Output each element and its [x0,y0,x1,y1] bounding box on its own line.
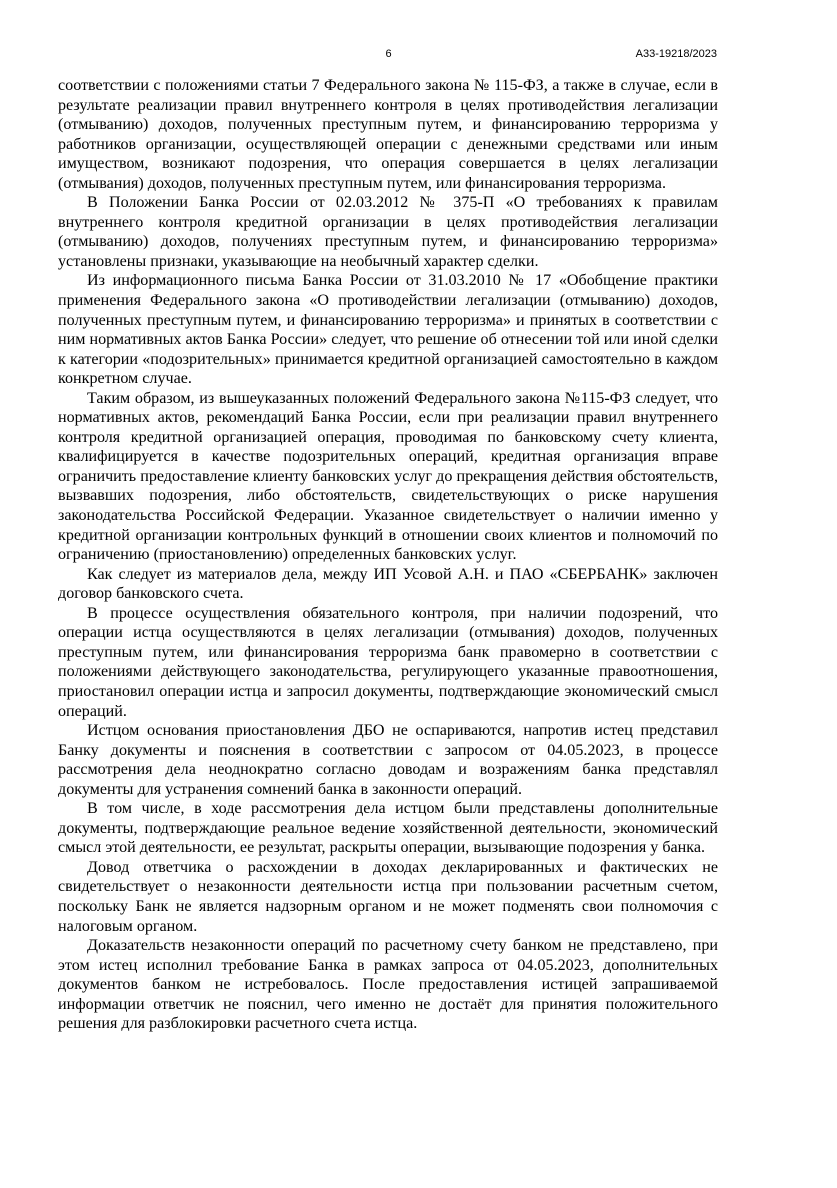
paragraph: Довод ответчика о расхождении в доходах декларированных и фактических не свидетельствует о незаконности деятельности истца при пользовании расчетным счетом, поскольку Банк не является надзорным органом и не может подменять свои полномочия с налоговым органом. [58,858,718,935]
paragraph: В процессе осуществления обязательного контроля, при наличии подозрений, что операции истца осуществляются в целях легализации (отмывания) доходов, полученных преступным путем, или финансирования терроризма банк правомерно в соответствии с положениями действующего законодательства, регулирующего указанные правоотношения, приостановил операции истца и запросил документы, подтверждающие экономический смысл операций. [58,604,718,720]
paragraph: Истцом основания приостановления ДБО не оспариваются, напротив истец представил Банку документы и пояснения в соответствии с запросом от 04.05.2023, в процессе рассмотрения дела неоднократно согласно доводам и возражениям банка представлял документы для устранения сомнений банка в законности операций. [58,722,718,798]
paragraph: В Положении Банка России от 02.03.2012 № 375-П «О требованиях к правилам внутреннего контроля кредитной организации в целях противодействия легализации (отмыванию) доходов, получениях преступным путем, и финансированию терроризма» установлены признаки, указывающие на необычный характер сделки. [58,194,718,270]
page-number: 6 [385,48,392,60]
case-number: А33-19218/2023 [635,48,717,60]
paragraph: Доказательств незаконности операций по расчетному счету банком не представлено, при этом истец исполнил требование Банка в рамках запроса от 04.05.2023, дополнительных документов банком не истребовалось. После предоставления истицей запрашиваемой информации ответчик не пояснил, чего именно не достаёт для принятия положительного решения для разблокировки расчетного счета истца. [58,937,718,1033]
paragraph: Из информационного письма Банка России от 31.03.2010 № 17 «Обобщение практики применения Федерального закона «О противодействии легализации (отмыванию) доходов, полученных преступным путем, и финансированию терроризма» и принятых в соответствии с ним нормативных актов Банка России» следует, что решение об отнесении той или иной сделки к категории «подозрительных» принимается кредитной организацией самостоятельно в каждом конкретном случае. [58,272,718,388]
paragraph: В том числе, в ходе рассмотрения дела истцом были представлены дополнительные документы, подтверждающие реальное ведение хозяйственной деятельности, экономический смысл этой деятельности, ее результат, раскрыты операции, вызывающие подозрения у банка. [58,800,718,857]
paragraph: соответствии с положениями статьи 7 Федерального закона № 115-ФЗ, а также в случае, если в результате реализации правил внутреннего контроля в целях противодействия легализации (отмыванию) доходов, полученных преступным путем, и финансированию терроризма у работников организации, осуществляющей операции с денежными средствами или иным имуществом, возникают подозрения, что операция совершается в целях легализации (отмывания) доходов, полученных преступным путем, или финансирования терроризма. [58,77,718,192]
document-body [58,76,718,1034]
paragraph: Как следует из материалов дела, между ИП Усовой А.Н. и ПАО «СБЕРБАНК» заключен договор банковского счета. [58,565,718,603]
paragraph: Таким образом, из вышеуказанных положений Федерального закона №115-ФЗ следует, что нормативных актов, рекомендаций Банка России, если при реализации правил внутреннего контроля кредитной организацией операция, проводимая по банковскому счету клиента, квалифицируется в качестве подозрительных операций, кредитная организация вправе ограничить предоставление клиенту банковских услуг до прекращения действия обстоятельств, вызвавших подозрения, либо обстоятельств, свидетельствующих о риске нарушения законодательства Российской Федерации. Указанное свидетельствует о наличии именно у кредитной организации контрольных функций в отношении своих клиентов и полномочий по ограничению (приостановлению) определенных банковских услуг. [58,389,718,564]
